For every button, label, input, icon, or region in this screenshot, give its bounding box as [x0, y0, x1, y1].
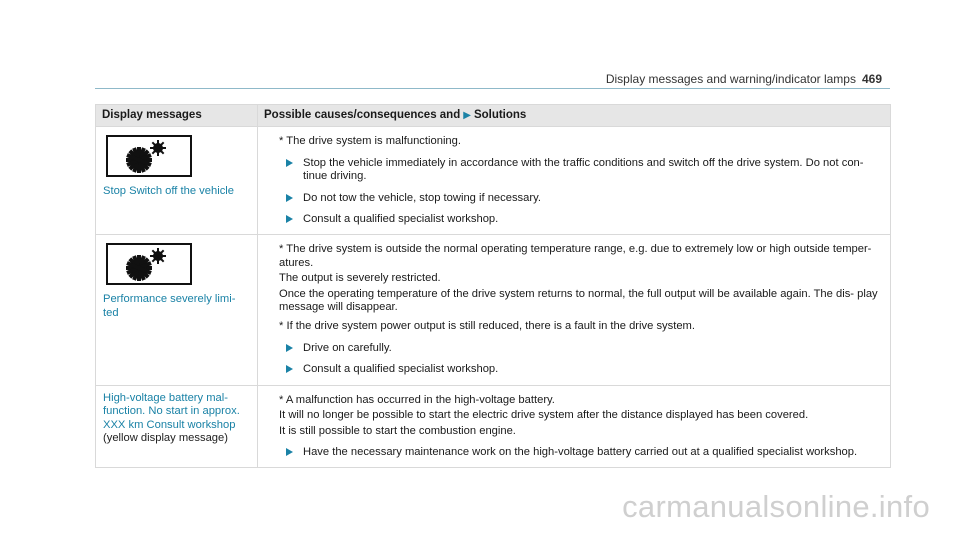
- cause-text: * The drive system is malfunctioning.: [279, 135, 461, 148]
- display-messages-table: [95, 104, 891, 468]
- drive-system-fault-icon: [106, 135, 192, 177]
- arrow-right-icon: ▶: [463, 110, 471, 121]
- cause-text: It is still possible to start the combustion engine.: [279, 424, 516, 437]
- message-text: Performance severely limi- ted: [103, 293, 236, 319]
- arrow-right-icon: [286, 215, 293, 223]
- step-text: Drive on carefully.: [303, 341, 392, 354]
- message-cell: [96, 127, 258, 235]
- arrow-right-icon: [286, 194, 293, 202]
- drive-system-fault-icon: [106, 243, 192, 285]
- arrow-right-icon: [286, 365, 293, 373]
- watermark: carmanualsonline.info: [622, 489, 930, 524]
- arrow-right-icon: [286, 159, 293, 167]
- solution-step: [278, 363, 884, 376]
- header-rule: [95, 88, 890, 89]
- message-text: High-voltage battery mal- function. No start in approx. XXX km Consult workshop: [103, 391, 240, 431]
- message-cell: [96, 235, 258, 385]
- cause-item: [268, 135, 884, 148]
- message-note: (yellow display message): [103, 431, 228, 444]
- message-text: Stop Switch off the vehicle: [103, 185, 235, 198]
- cause-item: [268, 320, 884, 333]
- cause-text: Once the operating temperature of the drive system returns to normal, the full output will be available again. The dis- play message will disappear.: [279, 287, 878, 314]
- arrow-right-icon: [286, 448, 293, 456]
- cause-text: * If the drive system power output is still reduced, there is a fault in the drive system.: [279, 320, 695, 333]
- page-header: [606, 72, 882, 86]
- col-header-causes-solutions: [258, 105, 891, 127]
- page-number: 469: [861, 72, 882, 86]
- solution-step: [278, 446, 884, 459]
- step-text: Consult a qualified specialist workshop.: [303, 213, 499, 226]
- solution-step: [278, 342, 884, 355]
- table-row: [96, 127, 891, 235]
- col-header-solutions: Solutions: [473, 109, 527, 121]
- cause-text: The output is severely restricted.: [279, 272, 441, 285]
- solution-cell: [258, 235, 891, 385]
- solution-cell: [258, 385, 891, 468]
- table-header-row: [96, 105, 891, 127]
- solution-step: [278, 213, 884, 226]
- solution-cell: [258, 127, 891, 235]
- col-header-causes: Possible causes/consequences and: [264, 109, 461, 121]
- cause-item: [268, 394, 884, 438]
- solution-step: [278, 157, 884, 184]
- message-cell: [96, 385, 258, 468]
- header-title: Display messages and warning/indicator lamps: [605, 72, 856, 86]
- arrow-right-icon: [286, 344, 293, 352]
- solution-step: [278, 192, 884, 205]
- cause-text: It will no longer be possible to start the electric drive system after the distance displayed has been covered.: [279, 409, 809, 422]
- step-text: Do not tow the vehicle, stop towing if necessary.: [303, 191, 541, 204]
- table-row: [96, 235, 891, 385]
- cause-text: * A malfunction has occurred in the high-voltage battery.: [279, 393, 555, 406]
- table-row: [96, 385, 891, 468]
- cause-text: * The drive system is outside the normal operating temperature range, e.g. due to extremely low or high outside temper- atures.: [279, 243, 872, 269]
- cause-item: [268, 243, 884, 314]
- step-text: Stop the vehicle immediately in accordance with the traffic conditions and switch off the drive system. Do not con- tinue driving.: [303, 156, 864, 183]
- col-header-display-messages: Display messages: [96, 105, 258, 127]
- step-text: Have the necessary maintenance work on the high-voltage battery carried out at a qualified specialist workshop.: [303, 445, 858, 458]
- step-text: Consult a qualified specialist workshop.: [303, 363, 499, 376]
